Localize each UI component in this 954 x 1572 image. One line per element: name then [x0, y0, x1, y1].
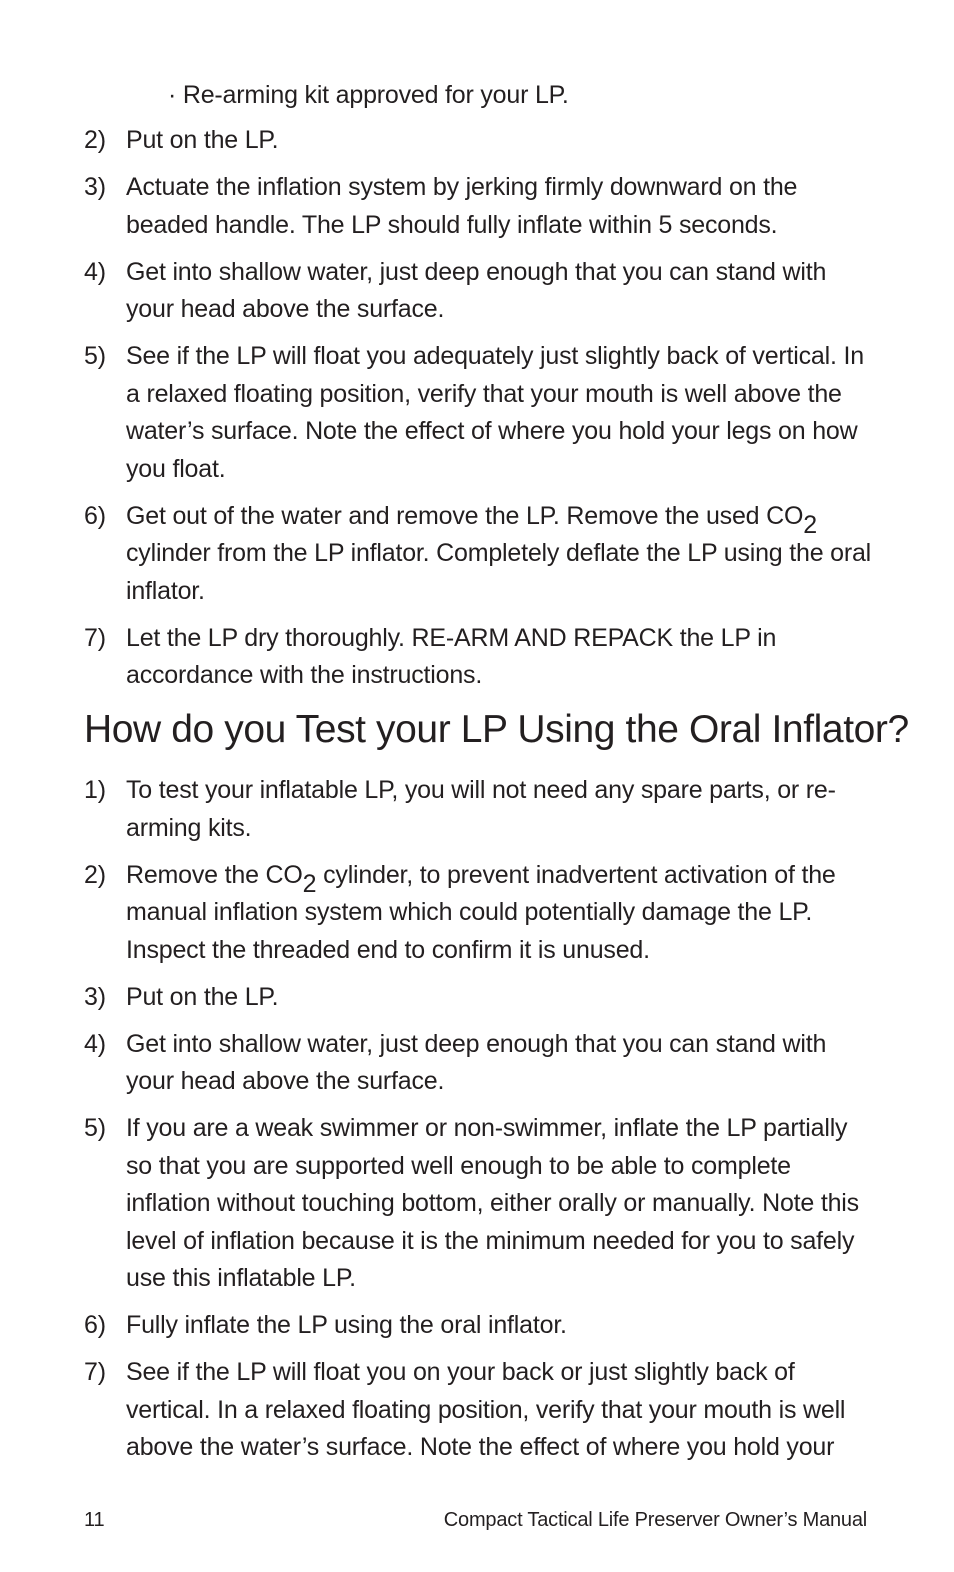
- step-number: 6): [84, 1311, 106, 1339]
- step-number: 1): [84, 776, 106, 804]
- step-number: 3): [84, 982, 106, 1011]
- section-heading: How do you Test your LP Using the Oral Inflator?: [84, 708, 909, 751]
- step-text: Actuate the inflation system by jerking firmly downward on the beaded handle. The LP should fully inflate within 5 seconds.: [126, 173, 798, 239]
- step-text-after: cylinder from the LP inflator. Completely deflate the LP using the oral inflator.: [126, 539, 872, 605]
- page-number: 11: [84, 1509, 105, 1531]
- step-number: 6): [84, 501, 106, 530]
- step-text: See if the LP will float you on your back or just slightly back of vertical. In a relaxed floating position, verify that your mouth is well above the water’s surface. Note the effect of where you hold your: [126, 1358, 846, 1461]
- list-item: [84, 122, 874, 160]
- list-item: [84, 620, 874, 695]
- step-number: 2): [84, 126, 106, 154]
- list-item: [84, 254, 874, 329]
- list-item: [84, 1026, 874, 1101]
- list-item: [84, 1110, 874, 1298]
- continued-bullet: · Re-arming kit approved for your LP.: [168, 81, 569, 109]
- inflation-test-steps: [84, 122, 874, 704]
- step-text-after: cylinder, to prevent inadvertent activation of the manual inflation system which could potentially damage the LP. Inspect the threaded end to confirm it is unused.: [126, 860, 836, 964]
- step-text: Put on the LP.: [126, 126, 279, 154]
- subscript-2: 2: [803, 510, 817, 539]
- list-item: [84, 857, 874, 970]
- step-text: Get into shallow water, just deep enough that you can stand with your head above the surface.: [126, 257, 827, 323]
- subscript-2: 2: [302, 869, 317, 898]
- step-text: To test your inflatable LP, you will not need any spare parts, or re-arming kits.: [126, 776, 836, 842]
- step-text: See if the LP will float you adequately just slightly back of vertical. In a relaxed floating position, verify that your mouth is well above the water’s surface. Note the effect of where you hold your legs on how you float.: [126, 342, 864, 483]
- step-number: 7): [84, 1358, 106, 1386]
- step-number: 5): [84, 342, 106, 370]
- step-text-before: Get out of the water and remove the LP. Remove the used CO: [126, 501, 804, 530]
- list-item: [84, 498, 874, 611]
- step-number: 5): [84, 1114, 106, 1142]
- step-number: 7): [84, 623, 106, 652]
- oral-inflator-test-steps: [84, 772, 874, 1476]
- step-number: 4): [84, 257, 106, 286]
- step-text: [126, 498, 874, 611]
- step-text: Put on the LP.: [126, 982, 279, 1011]
- step-text: Fully inflate the LP using the oral inflator.: [126, 1311, 567, 1339]
- step-text-before: Remove the CO: [126, 860, 303, 889]
- step-text: [126, 857, 874, 970]
- list-item: [84, 169, 874, 244]
- list-item: [84, 1354, 874, 1467]
- list-item: [84, 1307, 874, 1345]
- manual-title: Compact Tactical Life Preserver Owner’s Manual: [443, 1509, 867, 1531]
- step-number: 3): [84, 173, 106, 201]
- step-number: 4): [84, 1029, 106, 1058]
- list-item: [84, 338, 874, 488]
- step-text: If you are a weak swimmer or non-swimmer, inflate the LP partially so that you are supported well enough to be able to complete inflation without touching bottom, either orally or manually. Note this level of inflation because it is the minimum needed for you to safely use this inflatable LP.: [126, 1114, 859, 1292]
- step-text: Get into shallow water, just deep enough that you can stand with your head above the surface.: [126, 1029, 827, 1095]
- list-item: [84, 772, 874, 847]
- step-number: 2): [84, 860, 106, 889]
- step-text: Let the LP dry thoroughly. RE-ARM AND REPACK the LP in accordance with the instructions.: [126, 623, 777, 689]
- list-item: [84, 979, 874, 1017]
